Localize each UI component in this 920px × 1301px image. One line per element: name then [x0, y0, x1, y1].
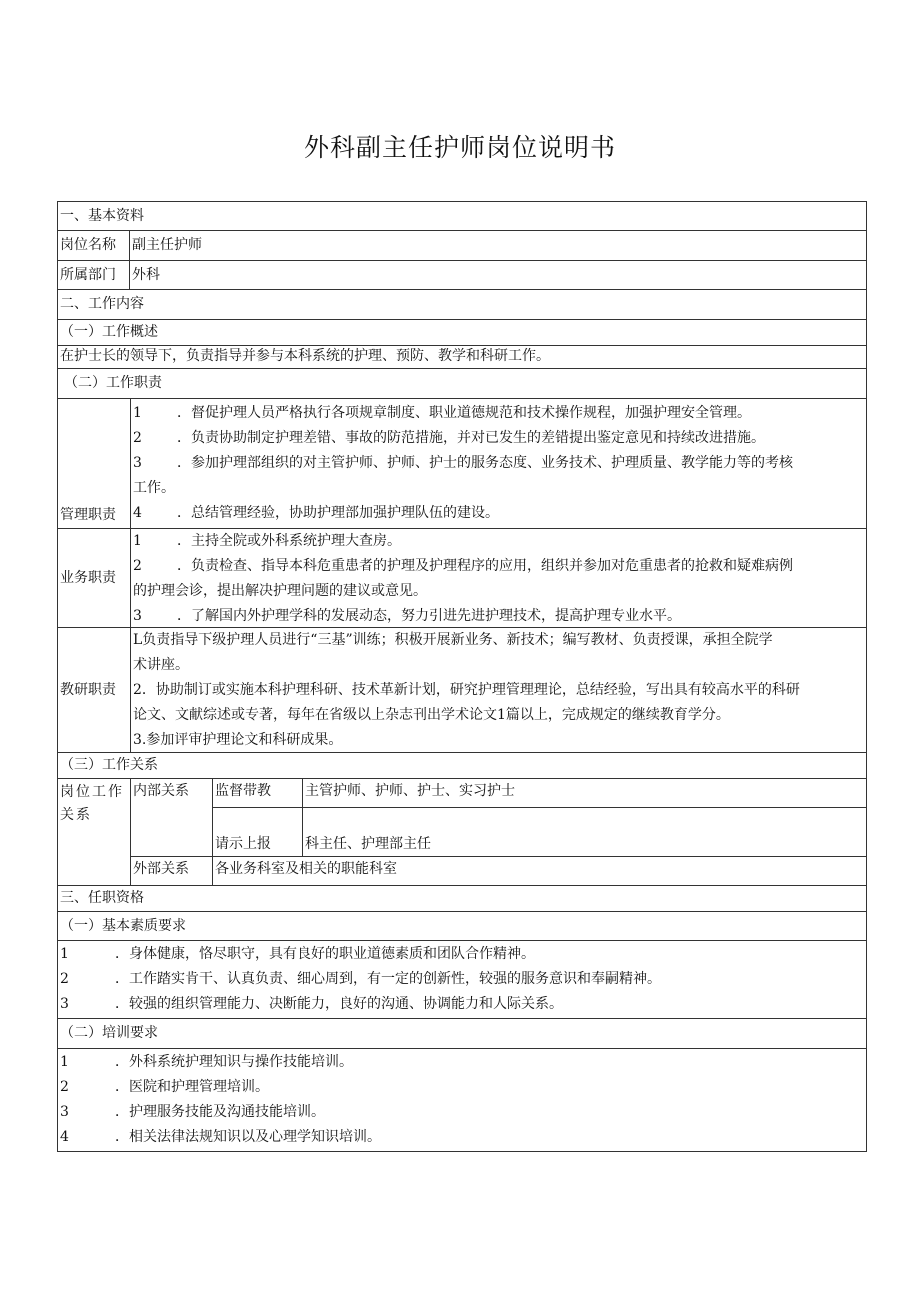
list-item: 2 ．工作踏实肯干、认真负责、细心周到，有一定的创新性，较强的服务意识和奉嗣精神。 [60, 971, 661, 987]
list-item-continuation: 工作。 [133, 480, 175, 496]
list-item: 3.参加评审护理论文和科研成果。 [133, 732, 343, 748]
quality-title: （一）基本素质要求 [58, 912, 866, 941]
list-item: 2 ．负责检查、指导本科危重患者的护理及护理程序的应用，组织并参加对危重患者的抢救和疑难病例 [133, 558, 793, 574]
duties-title: （二）工作职责 [58, 369, 866, 399]
list-item: 3 ．较强的组织管理能力、决断能力，良好的沟通、协调能力和人际关系。 [60, 996, 563, 1012]
list-item: 3 ．了解国内外护理学科的发展动态，努力引进先进护理技术，提高护理专业水平。 [133, 608, 681, 624]
supervise-value: 主管护师、护师、护士、实习护士 [303, 779, 866, 808]
list-item-continuation: 术讲座。 [133, 657, 189, 673]
position-row [58, 231, 866, 261]
section-basic: 一、基本资料 [58, 202, 866, 231]
section-work: 二、工作内容 [58, 290, 866, 320]
training-list [58, 1049, 866, 1151]
internal-label: 内部关系 [131, 779, 213, 857]
list-item: 2 ．负责协助制定护理差错、事故的防范措施，并对已发生的差错提出鉴定意见和持续改进措施。 [133, 430, 765, 446]
list-item: 1 ．督促护理人员严格执行各项规章制度、职业道德规范和技术操作规程，加强护理安全管理。 [133, 405, 751, 421]
training-title: （二）培训要求 [58, 1019, 866, 1049]
business-label: 业务职责 [58, 529, 131, 627]
job-description-table [57, 201, 867, 1152]
list-item-continuation: 论文、文献综述或专著，每年在省级以上杂志刊出学术论文1篇以上，完成规定的继续教育学分。 [133, 707, 730, 723]
list-item: 1 ．外科系统护理知识与操作技能培训。 [60, 1054, 353, 1070]
research-label: 教研职责 [58, 628, 131, 752]
position-label: 岗位名称 [58, 231, 130, 260]
list-item-continuation: 的护理会诊，提出解决护理问题的建议或意见。 [133, 583, 427, 599]
dept-label: 所属部门 [58, 261, 130, 289]
list-item: 4 ．相关法律法规知识以及心理学知识培训。 [60, 1129, 381, 1145]
section-qualification: 三、任职资格 [58, 886, 866, 912]
list-item: 4 ．总结管理经验，协助护理部加强护理队伍的建设。 [133, 505, 499, 521]
research-duties [58, 628, 866, 753]
list-item: 2．协助制订或实施本科护理科研、技术革新计划，研究护理管理理论，总结经验，写出具有较高水平的科研 [133, 682, 800, 698]
list-item: 1 ．身体健康，恪尽职守，具有良好的职业道德素质和团队合作精神。 [60, 946, 535, 962]
quality-list [58, 941, 866, 1019]
report-label: 请示上报 [213, 808, 303, 857]
list-item: 3 ．参加护理部组织的对主管护师、护师、护士的服务态度、业务技术、护理质量、教学能力等的考核 [133, 455, 793, 471]
report-value: 科主任、护理部主任 [303, 808, 866, 857]
overview-title: （一）工作概述 [58, 320, 866, 346]
management-label: 管理职责 [58, 399, 131, 528]
position-value: 副主任护师 [132, 237, 202, 253]
external-value: 各业务科室及相关的职能科室 [215, 861, 397, 877]
management-duties [58, 399, 866, 529]
work-relations [58, 779, 866, 886]
relations-label: 岗位工作关系 [58, 779, 131, 885]
overview-text: 在护士长的领导下，负责指导并参与本科系统的护理、预防、教学和科研工作。 [58, 346, 866, 369]
dept-row [58, 261, 866, 290]
list-item: 2 ．医院和护理管理培训。 [60, 1079, 269, 1095]
dept-value: 外科 [132, 267, 160, 283]
list-item: 1 ．主持全院或外科系统护理大查房。 [133, 533, 401, 549]
relations-title: （三）工作关系 [58, 753, 866, 779]
list-item: 3 ．护理服务技能及沟通技能培训。 [60, 1104, 325, 1120]
list-item: L负责指导下级护理人员进行“三基”训练；积极开展新业务、新技术；编写教材、负责授课，承担全院学 [133, 632, 773, 648]
supervise-label: 监督带教 [213, 779, 303, 808]
external-label: 外部关系 [131, 857, 213, 886]
page-title: 外科副主任护师岗位说明书 [303, 133, 616, 162]
business-duties [58, 529, 866, 628]
